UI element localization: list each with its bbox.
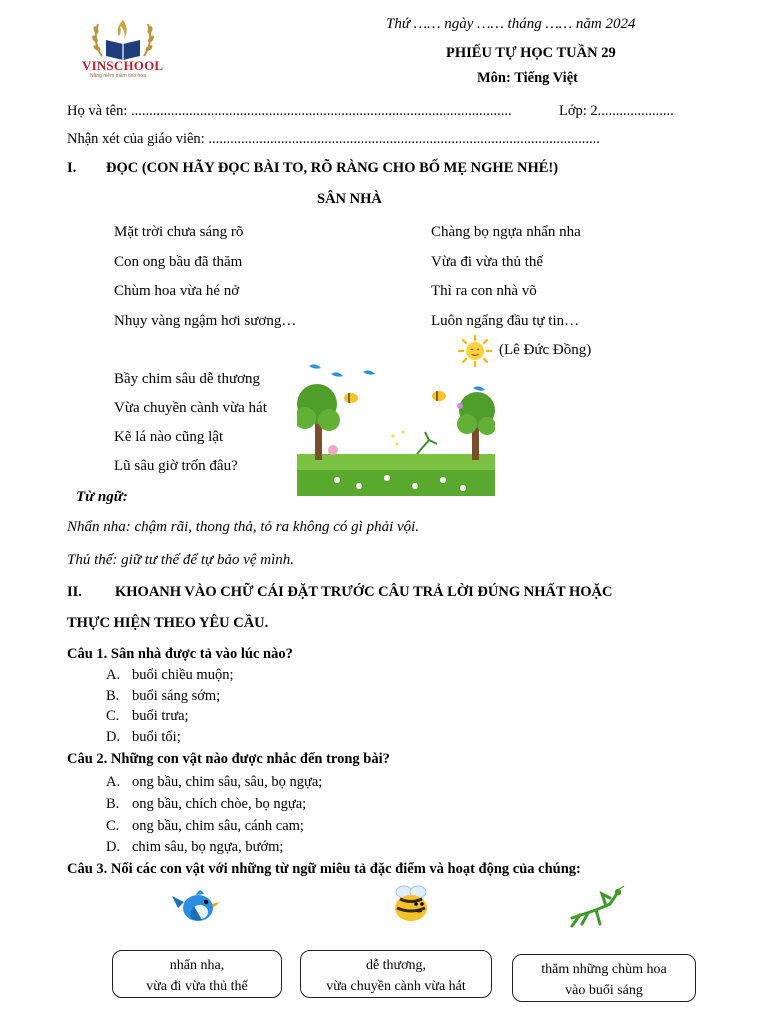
- poem-last-line-3: Kẽ lá nào cũng lật: [114, 429, 224, 445]
- match-box-2-line-1: dễ thương,: [365, 958, 427, 973]
- q2-option-b[interactable]: [106, 796, 306, 813]
- q1-option-c[interactable]: [106, 708, 189, 725]
- poem-right-line-4: Luôn ngẩng đầu tự tin…: [431, 313, 580, 329]
- mantis-icon[interactable]: [566, 884, 628, 928]
- vocab-definition-2: Thủ thế: giữ tư thế để tự bảo vệ mình.: [67, 552, 295, 568]
- option-letter: B.: [106, 796, 120, 812]
- option-letter: C.: [106, 708, 120, 724]
- option-text: ong bầu, chim sâu, sâu, bọ ngựa;: [132, 774, 323, 790]
- section-1-number: I.: [67, 160, 77, 176]
- logo-tagline: Nâng niêm mầm tinh hoa: [90, 73, 146, 79]
- option-letter: D.: [106, 729, 121, 745]
- poem-last-line-4: Lũ sâu giờ trốn đâu?: [114, 458, 238, 474]
- poem-author: (Lê Đức Đồng): [499, 342, 592, 358]
- option-text: ong bầu, chim sâu, cánh cam;: [132, 818, 304, 834]
- q1-option-a[interactable]: [106, 667, 234, 684]
- option-text: buổi tối;: [132, 729, 181, 745]
- student-class-field[interactable]: Lớp: 2.....................: [559, 103, 674, 119]
- match-box-2-line-2: vừa chuyền cành vừa hát: [326, 979, 466, 994]
- question-3: Câu 3. Nối các con vật với những từ ngữ miêu tả đặc điểm và hoạt động của chúng:: [67, 861, 581, 877]
- option-letter: B.: [106, 688, 120, 704]
- match-box-3[interactable]: [512, 954, 696, 1002]
- match-box-1-line-1: nhẩn nha,: [169, 958, 225, 973]
- option-text: ong bầu, chích chòe, bọ ngựa;: [132, 796, 307, 812]
- bee-icon[interactable]: [386, 882, 436, 926]
- question-2: Câu 2. Những con vật nào được nhắc đến trong bài?: [67, 751, 390, 767]
- vocab-heading: Từ ngữ:: [76, 489, 128, 505]
- option-text: chim sâu, bọ ngựa, bướm;: [132, 839, 284, 855]
- q1-option-b[interactable]: [106, 688, 220, 705]
- section-2-heading-line-2: THỰC HIỆN THEO YÊU CẦU.: [67, 615, 269, 631]
- student-name-field[interactable]: Họ và tên: .........................................................................................................: [67, 103, 512, 119]
- vocab-definition-1: Nhẩn nha: chậm rãi, thong thả, tỏ ra không có gì phải vội.: [67, 519, 420, 535]
- match-box-1[interactable]: [112, 950, 282, 998]
- match-box-1-line-2: vừa đi vừa thủ thế: [146, 979, 248, 994]
- section-2-heading-line-1: KHOANH VÀO CHỮ CÁI ĐẶT TRƯỚC CÂU TRẢ LỜI ĐÚNG NHẤT HOẶC: [115, 584, 613, 600]
- match-box-3-line-1: thăm những chùm hoa: [541, 962, 667, 977]
- section-1-heading: ĐỌC (CON HÃY ĐỌC BÀI TO, RÕ RÀNG CHO BỐ MẸ NGHE NHÉ!): [106, 160, 559, 176]
- poem-last-line-2: Vừa chuyền cành vừa hát: [114, 400, 267, 416]
- section-2-number: II.: [67, 584, 82, 600]
- teacher-comment-field[interactable]: Nhận xét của giáo viên: ............................................................................................................: [67, 131, 600, 147]
- poem-left-line-1: Mặt trời chưa sáng rõ: [114, 224, 244, 240]
- poem-right-line-2: Vừa đi vừa thủ thế: [431, 254, 544, 270]
- date-line: Thứ …… ngày …… tháng …… năm 2024: [386, 16, 636, 32]
- worksheet-title: PHIẾU TỰ HỌC TUẦN 29: [446, 45, 616, 61]
- option-letter: C.: [106, 818, 120, 834]
- option-text: buổi sáng sớm;: [132, 688, 221, 704]
- q1-option-d[interactable]: [106, 729, 181, 746]
- poem-title: SÂN NHÀ: [317, 191, 382, 207]
- bird-icon[interactable]: [170, 882, 224, 928]
- poem-left-line-3: Chùm hoa vừa hé nở: [114, 283, 240, 299]
- poem-right-line-3: Thì ra con nhà võ: [431, 283, 537, 299]
- poem-last-line-1: Bầy chim sâu dễ thương: [114, 371, 261, 387]
- question-1: Câu 1. Sân nhà được tả vào lúc nào?: [67, 646, 293, 662]
- q2-option-d[interactable]: [106, 839, 283, 856]
- option-letter: D.: [106, 839, 121, 855]
- book-flame-logo-icon: [86, 14, 160, 62]
- poem-right-line-1: Chàng bọ ngựa nhẩn nha: [431, 224, 581, 240]
- garden-scene-illustration: [297, 362, 495, 496]
- option-text: buổi chiều muộn;: [132, 667, 234, 683]
- option-letter: A.: [106, 774, 121, 790]
- q2-option-a[interactable]: [106, 774, 322, 791]
- logo-text: VINSCHOOL: [82, 58, 164, 73]
- poem-left-line-4: Nhụy vàng ngậm hơi sương…: [114, 313, 297, 329]
- option-letter: A.: [106, 667, 121, 683]
- match-box-2[interactable]: [300, 950, 492, 998]
- option-text: buổi trưa;: [132, 708, 189, 724]
- subject-line: Môn: Tiếng Việt: [477, 70, 578, 86]
- school-logo: [82, 14, 164, 79]
- q2-option-c[interactable]: [106, 818, 304, 835]
- poem-left-line-2: Con ong bầu đã thăm: [114, 254, 243, 270]
- match-box-3-line-2: vào buổi sáng: [565, 983, 643, 998]
